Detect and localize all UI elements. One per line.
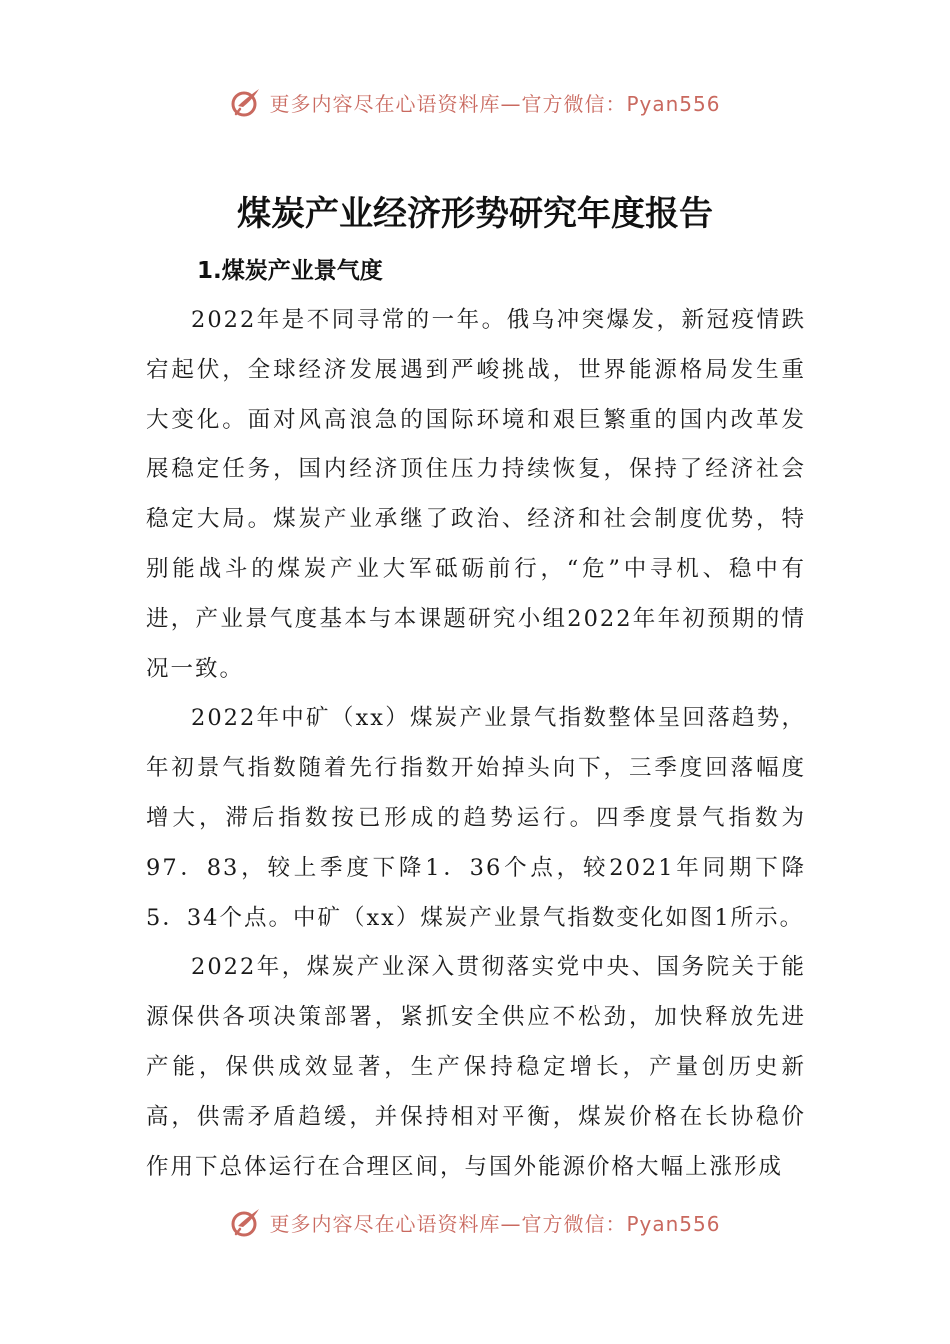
quill-logo-icon xyxy=(229,85,263,119)
watermark-text: 更多内容尽在心语资料库—官方微信：Pyan556 xyxy=(269,1211,721,1236)
body-text xyxy=(146,296,806,1192)
page-title: 煤炭产业经济形势研究年度报告 xyxy=(237,194,713,234)
section-heading: 1.煤炭产业景气度 xyxy=(197,258,383,284)
watermark-text: 更多内容尽在心语资料库—官方微信：Pyan556 xyxy=(269,91,721,116)
paragraph: 2022年是不同寻常的一年。俄乌冲突爆发，新冠疫情跌宕起伏，全球经济发展遇到严峻挑战，世界能源格局发生重大变化。面对风高浪急的国际环境和艰巨繁重的国内改革发展稳定任务，国内经济顶住压力持续恢复，保持了经济社会稳定大局。煤炭产业承继了政治、经济和社会制度优势，特别能战斗的煤炭产业大军砥砺前行，“危”中寻机、稳中有进，产业景气度基本与本课题研究小组2022年年初预期的情况一致。 xyxy=(146,307,806,682)
header-watermark xyxy=(0,82,950,122)
footer-watermark xyxy=(0,1202,950,1242)
paragraph: 2022年，煤炭产业深入贯彻落实党中央、国务院关于能源保供各项决策部署，紧抓安全供应不松劲，加快释放先进产能，保供成效显著，生产保持稳定增长，产量创历史新高，供需矛盾趋缓，并保持相对平衡，煤炭价格在长协稳价作用下总体运行在合理区间，与国外能源价格大幅上涨形成 xyxy=(146,954,806,1180)
paragraph: 2022年中矿（xx）煤炭产业景气指数整体呈回落趋势，年初景气指数随着先行指数开始掉头向下，三季度回落幅度增大，滞后指数按已形成的趋势运行。四季度景气指数为97．83，较上季度下降1．36个点，较2021年同期下降5．34个点。中矿（xx）煤炭产业景气指数变化如图1所示。 xyxy=(146,705,806,931)
quill-logo-icon xyxy=(229,1205,263,1239)
